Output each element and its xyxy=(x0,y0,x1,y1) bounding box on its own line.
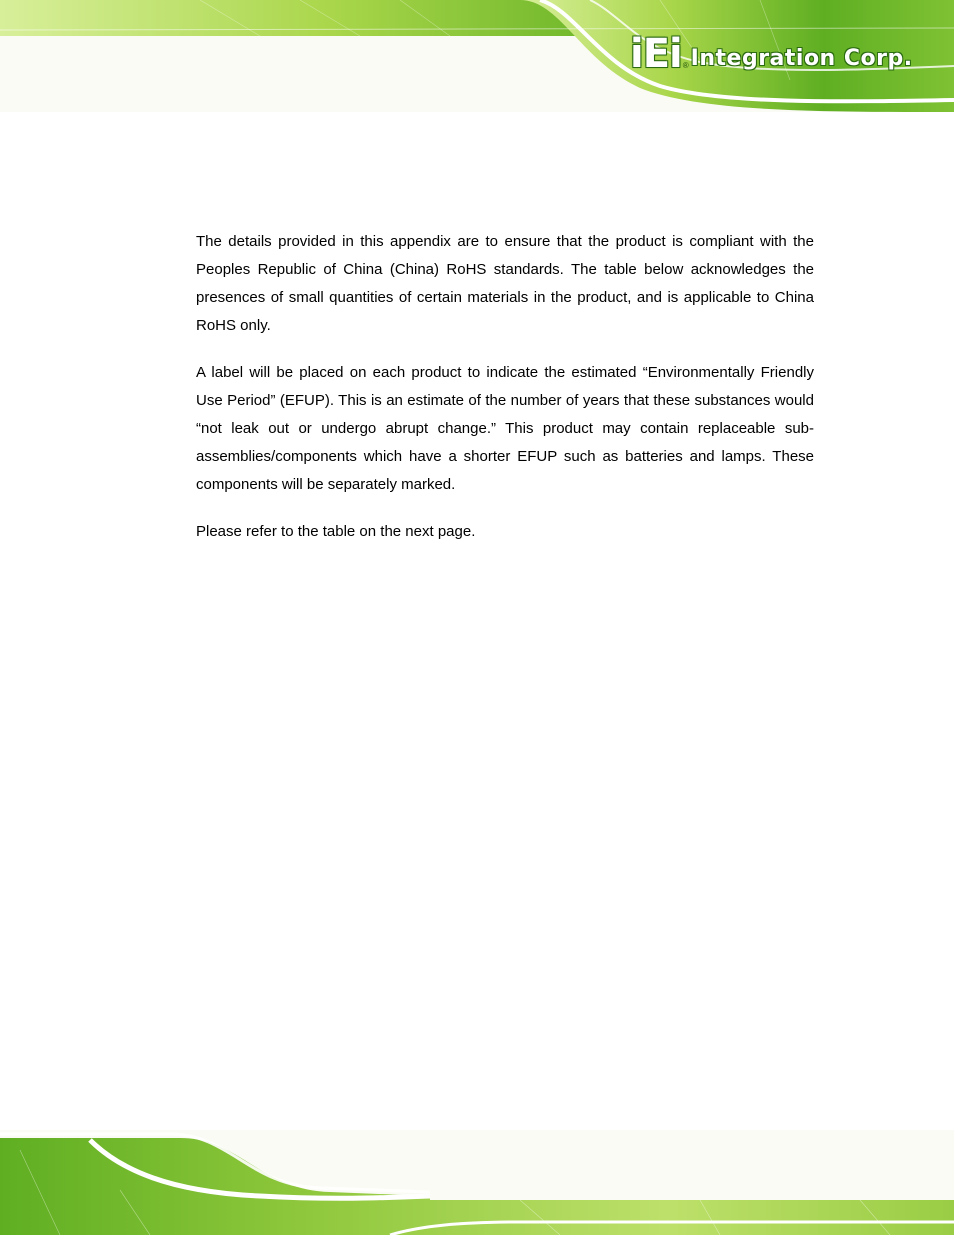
paragraph-efup: A label will be placed on each product to indicate the estimated “Environmentally Friendly Use Period” (EFUP). This is an estimate of the number of years that these substances would “not leak out or undergo abrupt change.” This product may contain replaceable sub-assemblies/components which have a shorter EFUP such as batteries and lamps. These components will be separately marked. xyxy=(196,364,814,493)
paragraph-refer: Please refer to the table on the next page. xyxy=(196,523,476,540)
company-logo xyxy=(630,28,913,77)
logo-mark: iEi xyxy=(630,31,682,77)
logo-registered-mark: ® xyxy=(682,61,689,70)
paragraph-rohs-intro: The details provided in this appendix are to ensure that the product is compliant with the Peoples Republic of China (China) RoHS standards. The table below acknowledges the presences of small quantities of certain materials in the product, and is applicable to China RoHS only. xyxy=(196,233,814,334)
footer-banner xyxy=(0,1130,954,1235)
logo-text: Integration Corp. xyxy=(690,46,913,71)
appendix-body xyxy=(196,228,814,565)
